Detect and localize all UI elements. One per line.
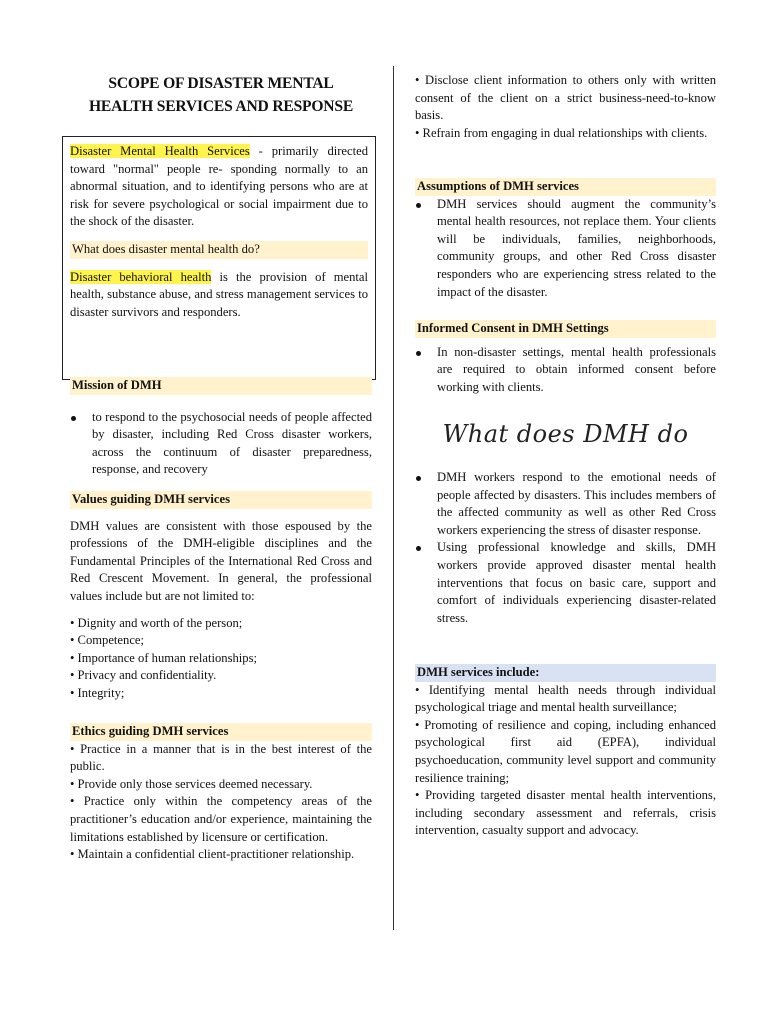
list-item: • Providing targeted disaster mental health interventions, including secondary assessment and referrals, crisis intervention, casualty support and advocacy. bbox=[415, 788, 716, 838]
bullet-dot-icon bbox=[416, 351, 421, 356]
values-list bbox=[70, 615, 372, 703]
values-section bbox=[70, 491, 372, 703]
values-paragraph: DMH values are consistent with those espoused by the professions of the DMH-eligible disciplines and the Fundamental Principles of the International Red Cross and Red Crescent Movement. In general, the professional values include but are not limited to: bbox=[70, 518, 372, 603]
list-item: • Dignity and worth of the person; bbox=[70, 615, 243, 630]
list-item: • Practice only within the competency areas of the practitioner’s education and/or experience, maintaining the limitations established by licensure or certification. bbox=[70, 794, 372, 844]
list-item: • Provide only those services deemed necessary. bbox=[70, 776, 313, 791]
page-title bbox=[70, 72, 372, 118]
dmh-services-definition bbox=[70, 143, 368, 231]
list-item: • Privacy and confidentiality. bbox=[70, 668, 217, 683]
values-heading: Values guiding DMH services bbox=[70, 491, 372, 509]
list-item: DMH workers respond to the emotional needs of people affected by disasters. This includes members of the affected community as well as other Red Cross workers experiencing the stress of disaster response. bbox=[415, 469, 716, 539]
services-section bbox=[415, 664, 716, 840]
title-line-2: HEALTH SERVICES AND RESPONSE bbox=[88, 98, 354, 115]
question-band: What does disaster mental health do? bbox=[70, 241, 368, 259]
mission-section bbox=[70, 377, 372, 479]
assumptions-section bbox=[415, 178, 716, 301]
ethics-heading: Ethics guiding DMH services bbox=[70, 723, 372, 741]
list-item: • Disclose client information to others only with written consent of the client on a strict business-need-to-know basis. bbox=[415, 73, 716, 123]
consent-list bbox=[415, 344, 716, 397]
mission-list bbox=[70, 409, 372, 479]
list-item: In non-disaster settings, mental health professionals are required to obtain informed consent before working with clients. bbox=[415, 344, 716, 397]
behavioral-health-text: is the provision of mental health, substance abuse, and stress management services to disaster survivors and responders. bbox=[70, 269, 368, 319]
title-line-1: SCOPE OF DISASTER MENTAL bbox=[108, 75, 334, 92]
list-item: • Refrain from engaging in dual relationships with clients. bbox=[415, 125, 708, 140]
dmh-services-term: Disaster Mental Health Services bbox=[70, 144, 250, 158]
bullet-dot-icon bbox=[71, 416, 76, 421]
whatdo-list bbox=[415, 469, 716, 627]
bullet-dot-icon bbox=[416, 546, 421, 551]
assumptions-list bbox=[415, 196, 716, 302]
list-item: • Competence; bbox=[70, 633, 145, 648]
list-item: to respond to the psychosocial needs of people affected by disaster, including Red Cross disaster workers, across the continuum of disaster preparedness, response, and recovery bbox=[70, 409, 372, 479]
bullet-dot-icon bbox=[416, 203, 421, 208]
behavioral-health-term: Disaster behavioral health bbox=[70, 269, 212, 284]
ethics-list bbox=[70, 741, 372, 864]
mission-heading: Mission of DMH bbox=[70, 377, 372, 395]
whatdo-heading: What does DMH do bbox=[442, 420, 689, 448]
list-item: Using professional knowledge and skills, DMH workers provide approved disaster mental health interventions that focus on basic care, support and comfort of individuals experiencing disaster-related stress. bbox=[415, 539, 716, 627]
ethics-section bbox=[70, 723, 372, 864]
list-item: • Practice in a manner that is in the best interest of the public. bbox=[70, 741, 372, 774]
consent-heading: Informed Consent in DMH Settings bbox=[415, 320, 716, 338]
behavioral-health-definition bbox=[70, 269, 368, 322]
dmh-services-text: - primarily directed toward "normal" people re- sponding normally to an abnormal situation, and to identifying persons who are at risk for severe psychological or social impairment due to the shock of the disaster. bbox=[70, 144, 368, 229]
list-item: • Promoting of resilience and coping, including enhanced psychological first aid (EPFA), individual psychoeducation, community level support and community resilience training; bbox=[415, 717, 716, 785]
consent-section bbox=[415, 320, 716, 396]
list-item: • Identifying mental health needs through individual psychological triage and mental health surveillance; bbox=[415, 682, 716, 715]
list-item: • Maintain a confidential client-practitioner relationship. bbox=[70, 847, 355, 862]
list-item: • Integrity; bbox=[70, 685, 125, 700]
bullet-dot-icon bbox=[416, 476, 421, 481]
list-item: • Importance of human relationships; bbox=[70, 650, 257, 665]
list-item: DMH services should augment the community’s mental health resources, not replace them. Your clients will be individuals, families, neighborhoods, community groups, and other Red Cross disaster responders who are experiencing stress related to the impact of the disaster. bbox=[415, 196, 716, 302]
column-divider bbox=[393, 66, 394, 930]
services-list bbox=[415, 682, 716, 840]
services-heading: DMH services include: bbox=[415, 664, 716, 682]
assumptions-heading: Assumptions of DMH services bbox=[415, 178, 716, 196]
whatdo-section bbox=[415, 419, 716, 627]
definitions-box bbox=[62, 136, 376, 380]
ethics-list-continued bbox=[415, 72, 716, 142]
ethics-continued bbox=[415, 72, 716, 142]
